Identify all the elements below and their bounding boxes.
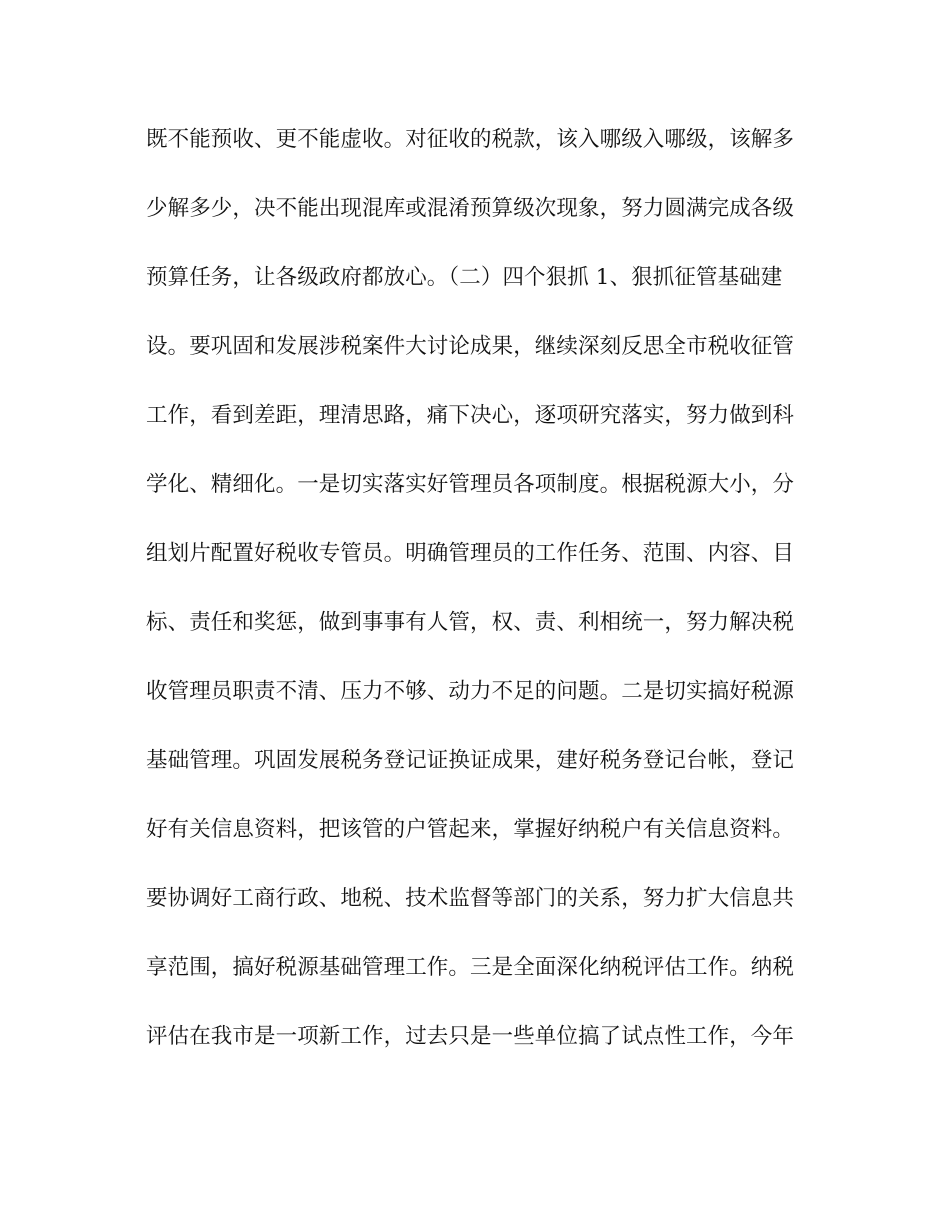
text-line: 好有关信息资料，把该管的户管起来，掌握好纳税户有关信息资料。 [146, 817, 795, 842]
text-line: 评估在我市是一项新工作，过去只是一些单位搞了试点性工作，今年 [146, 1024, 795, 1049]
text-line: 预算任务，让各级政府都放心。（二）四个狠抓 1、狠抓征管基础建 [146, 265, 783, 290]
text-line: 设。要巩固和发展涉税案件大讨论成果，继续深刻反思全市税收征管 [146, 334, 795, 359]
text-line: 学化、精细化。一是切实落实好管理员各项制度。根据税源大小，分 [146, 472, 795, 497]
text-line: 标、责任和奖惩，做到事事有人管，权、责、利相统一，努力解决税 [146, 610, 795, 635]
text-line: 要协调好工商行政、地税、技术监督等部门的关系，努力扩大信息共 [146, 886, 795, 911]
text-line: 收管理员职责不清、压力不够、动力不足的问题。二是切实搞好税源 [146, 679, 795, 704]
text-line: 既不能预收、更不能虚收。对征收的税款，该入哪级入哪级，该解多 [146, 127, 795, 152]
text-line: 基础管理。巩固发展税务登记证换证成果，建好税务登记台帐，登记 [146, 748, 795, 773]
text-line: 工作，看到差距，理清思路，痛下决心，逐项研究落实，努力做到科 [146, 403, 795, 428]
text-line: 少解多少，决不能出现混库或混淆预算级次现象，努力圆满完成各级 [146, 196, 795, 221]
text-line: 组划片配置好税收专管员。明确管理员的工作任务、范围、内容、目 [146, 541, 795, 566]
text-line: 享范围，搞好税源基础管理工作。三是全面深化纳税评估工作。纳税 [146, 955, 795, 980]
body-text [146, 120, 806, 1086]
